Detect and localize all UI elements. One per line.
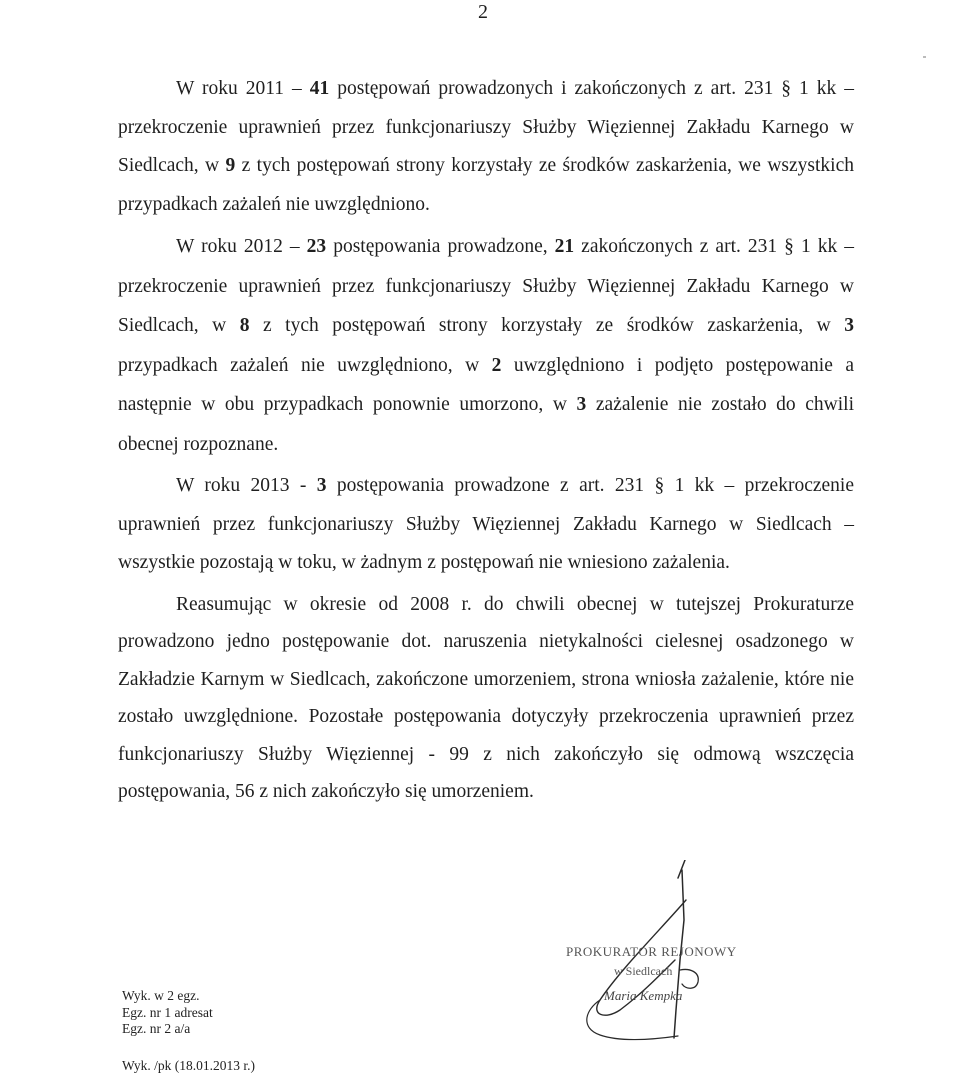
document-body bbox=[118, 70, 854, 814]
text-segment: uwzględniono i podjęto postępowanie a następnie w obu przypadkach ponownie umorzono, w bbox=[118, 354, 854, 415]
text-segment: W roku 2012 – bbox=[176, 236, 307, 257]
scan-speck bbox=[923, 56, 926, 58]
bold-number: 3 bbox=[576, 394, 587, 415]
copies-notes bbox=[122, 988, 213, 1038]
page-number: 2 bbox=[478, 1, 488, 23]
stamp-title: PROKURATOR REJONOWY bbox=[566, 944, 737, 959]
text-segment: przypadkach zażaleń nie uwzględniono, w bbox=[118, 354, 492, 376]
bold-number: 21 bbox=[554, 236, 575, 257]
paragraph-2012 bbox=[118, 227, 854, 464]
stamp-location: w Siedlcach bbox=[614, 964, 673, 978]
text-segment: Reasumując w okresie od 2008 r. do chwili obecnej w tutejszej Prokuraturze prowadzono jedno postępowanie dot. naruszenia nietykalności cielesnej osadzonego w Zakładzie Karnym w Siedlcach, zakończone umorzeniem, strona wniosła zażalenie, które nie zostało uwzględnione. Pozostałe postępowania dotyczyły przekroczenia uprawnień przez funkcjonariuszy Służby Więziennej - 99 z nich zakończyło się odmową wszczęcia postępowania, 56 z nich zakończyło się umorzeniem. bbox=[118, 593, 854, 802]
text-segment: postępowań prowadzonych i zakończonych z art. 231 § 1 kk – przekroczenie uprawnień przez funkcjonariuszy Służby Więziennej Zakładu Karnego w Siedlcach, w bbox=[118, 78, 854, 176]
paragraph-summary bbox=[118, 586, 854, 811]
bold-number: 3 bbox=[844, 315, 854, 336]
bold-number: 3 bbox=[316, 475, 327, 496]
text-segment: W roku 2011 – bbox=[176, 78, 310, 99]
stamp-name: Maria Kempka bbox=[604, 988, 683, 1003]
paragraph-2013 bbox=[118, 467, 854, 583]
copies-line: Wyk. w 2 egz. bbox=[122, 988, 200, 1003]
text-segment: postępowania prowadzone, bbox=[326, 236, 555, 257]
text-segment: zakończonych z art. 231 § 1 kk – przekroczenie uprawnień przez funkcjonariuszy Służby Więziennej Zakładu Karnego w Siedlcach, w bbox=[118, 236, 855, 336]
bold-number: 23 bbox=[306, 236, 327, 257]
copies-line: Egz. nr 2 a/a bbox=[122, 1021, 191, 1036]
bold-number: 2 bbox=[491, 354, 502, 376]
text-segment: z tych postępowań strony korzystały ze środków zaskarżenia, w bbox=[249, 315, 845, 336]
prosecutor-stamp bbox=[562, 930, 762, 1030]
text-segment: zażalenie nie zostało do chwili obecnej rozpoznane. bbox=[118, 394, 854, 455]
copies-line: Egz. nr 1 adresat bbox=[122, 1004, 213, 1020]
bold-number: 8 bbox=[239, 315, 250, 336]
paragraph-2011 bbox=[118, 70, 854, 224]
bold-number: 9 bbox=[225, 155, 236, 176]
text-segment: postępowania prowadzone z art. 231 § 1 kk – przekroczenie uprawnień przez funkcjonariuszy Służby Więziennej Zakładu Karnego w Siedlcach – wszystkie pozostają w toku, w żadnym z postępowań nie wniesiono zażalenia. bbox=[118, 475, 854, 573]
bold-number: 41 bbox=[309, 78, 330, 99]
text-segment: z tych postępowań strony korzystały ze środków zaskarżenia, we wszystkich przypadkach zażaleń nie uwzględniono. bbox=[118, 155, 854, 215]
text-segment: W roku 2013 - bbox=[176, 475, 317, 496]
reference-line: Wyk. /pk (18.01.2013 r.) bbox=[122, 1058, 256, 1073]
